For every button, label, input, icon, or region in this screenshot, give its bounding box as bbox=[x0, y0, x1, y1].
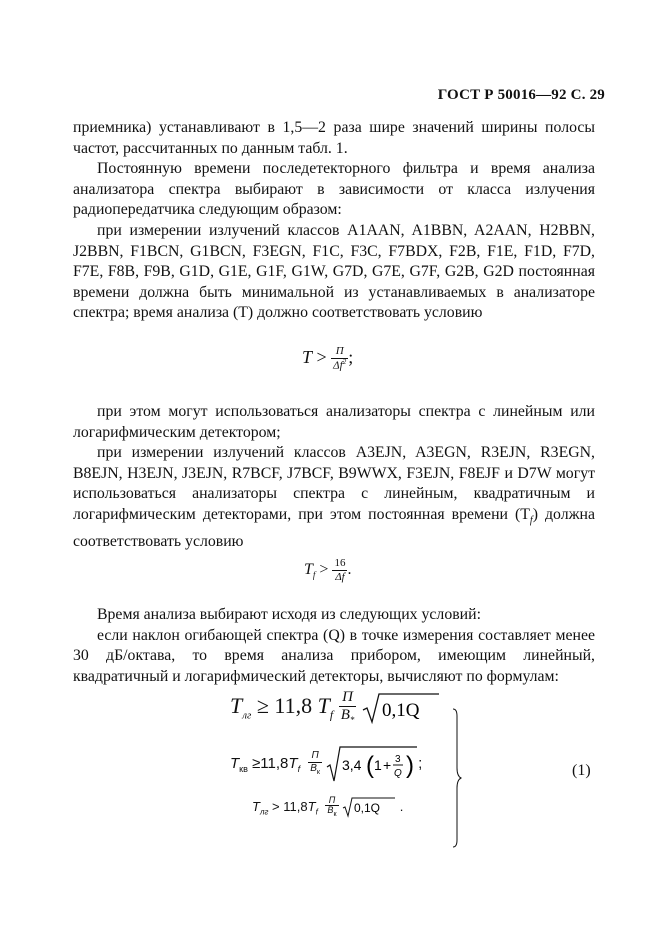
formula-1 bbox=[302, 346, 353, 371]
formula-tail: . bbox=[347, 561, 352, 578]
formula-fraction bbox=[332, 558, 347, 583]
formula-lhs: T bbox=[302, 346, 313, 367]
paragraph: при этом могут использоваться анализаторы спектра с линейным или логарифмическим детектором; bbox=[73, 403, 595, 441]
fraction-denominator: Δf bbox=[335, 570, 345, 583]
svg-text:(: ( bbox=[366, 752, 375, 779]
formula-operator: > bbox=[316, 346, 327, 367]
svg-text:1: 1 bbox=[374, 757, 382, 773]
paragraph: Постоянную времени последетекторного фильтра и время анализа анализатора спектра выбирают в зависимости от класса излучения радиопередатчика следующим образом: bbox=[73, 160, 595, 219]
paragraph: приемника) устанавливают в 1,5—2 раза шире значений ширины полосы частот, рассчитанных по данным табл. 1. bbox=[73, 119, 595, 157]
square-root bbox=[362, 692, 440, 724]
system-formula-1: $T_{лг} \ge 11,8$ $T_f$ $\frac{П}{B_*}$ 0,1Q bbox=[230, 690, 440, 726]
formula-fraction: $\frac{П}{B_*}$ bbox=[340, 689, 355, 725]
formula-tail: ; bbox=[348, 346, 354, 367]
formula-fraction bbox=[331, 346, 348, 371]
svg-text:0,1Q: 0,1Q bbox=[381, 699, 420, 721]
formula-lhs: $T_f$ bbox=[304, 561, 316, 581]
formula-operator: > bbox=[319, 561, 329, 578]
formula-2 bbox=[304, 558, 351, 583]
formula-fraction: $\frac{П}{B_к}$ bbox=[327, 795, 337, 819]
system-formula-2: $T_{кв} \ge 11,8T_f$ $\frac{П}{B_к}$ 3,4 ( 1 + 3 Q ) ; bbox=[230, 745, 422, 783]
svg-text:Q: Q bbox=[394, 768, 402, 779]
paragraph: при измерении излучений классов A3EJN, A3EGN, R3EJN, R3EGN, B8EJN, H3EJN, J3EJN, R7BCF, J7BCF, B9WWX, F3EJN, F8EJF и D7W могут использоваться анализаторы спектра с линейным, квадратичным и логарифмическим детекторами, при этом постоянная времени $(T_f)$ должна соответствовать условию bbox=[73, 444, 595, 550]
system-formula-3: $T_{лг} > 11,8T_f$ $\frac{П}{B_к}$ 0,1Q . bbox=[252, 795, 404, 819]
paragraph: при измерении излучений классов A1AAN, A1BBN, A2AAN, H2BBN, J2BBN, F1BCN, G1BCN, F3EGN, F1C, F3C, F7BDX, F2B, F1E, F1D, F7D, F7E, F8B, F9B, G1D, G1E, G1F, G1W, G7D, G7E, G7F, G2B, G2D постоянная времени должна быть минимальной из устанавливаемых в анализаторе спектра; время анализа (T) должно соответствовать условию bbox=[73, 221, 595, 322]
svg-text:): ) bbox=[406, 752, 415, 779]
equation-number: (1) bbox=[572, 762, 591, 779]
paragraph: Время анализа выбирают исходя из следующих условий: bbox=[97, 606, 481, 623]
text-block-mid bbox=[73, 402, 595, 552]
page-header: ГОСТ Р 50016—92 С. 29 bbox=[437, 87, 605, 103]
svg-text:3: 3 bbox=[395, 754, 401, 765]
square-root bbox=[326, 745, 418, 783]
fraction-denominator: $\Delta f^2$ bbox=[333, 357, 347, 372]
text-block-top bbox=[73, 118, 595, 324]
right-brace bbox=[452, 708, 462, 848]
formula-fraction: $\frac{П}{B_к}$ bbox=[310, 750, 320, 776]
text-block-bottom bbox=[73, 605, 595, 687]
fraction-numerator: П bbox=[331, 346, 348, 359]
fraction-numerator: 16 bbox=[334, 557, 346, 569]
svg-text:0,1Q: 0,1Q bbox=[354, 801, 381, 816]
paragraph: если наклон огибающей спектра (Q) в точке измерения составляет менее 30 дБ/октава, то время анализа прибором, имеющим линейный, квадратичный и логарифмический детекторы, вычисляют по формулам: bbox=[73, 626, 595, 685]
square-root bbox=[342, 796, 396, 818]
svg-text:3,4: 3,4 bbox=[342, 757, 362, 773]
svg-text:+: + bbox=[383, 757, 392, 773]
